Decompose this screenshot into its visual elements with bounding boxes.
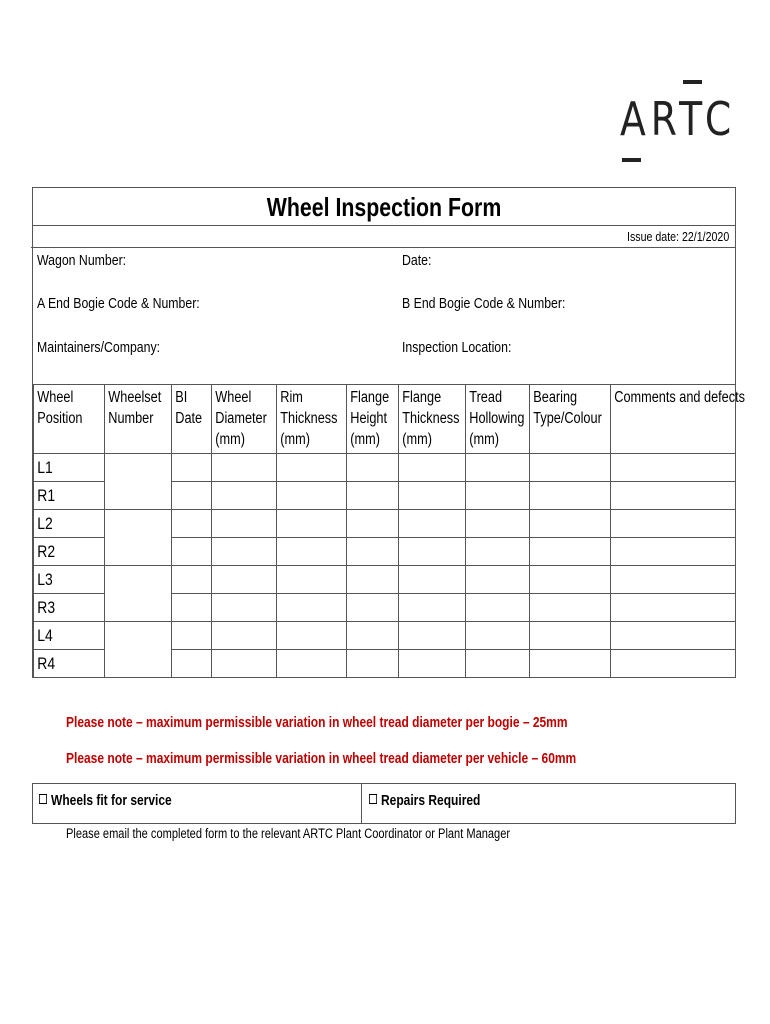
- header-line: (mm): [402, 431, 432, 448]
- table-cell[interactable]: [399, 622, 466, 650]
- wheel-position-cell: [34, 454, 105, 482]
- artc-logo: [620, 80, 735, 164]
- header-line: Wheelset: [108, 389, 162, 406]
- wheel-position-label: R2: [37, 542, 56, 561]
- table-row: [34, 454, 736, 482]
- table-cell[interactable]: [611, 566, 736, 594]
- table-cell[interactable]: [277, 482, 347, 510]
- divider: [31, 247, 735, 248]
- bogie-variation-note: Please note – maximum permissible variation in wheel tread diameter per bogie – 25mm: [66, 714, 568, 731]
- table-cell[interactable]: [611, 538, 736, 566]
- wheel-position-cell: [34, 594, 105, 622]
- date-field[interactable]: Date:: [402, 252, 432, 269]
- wheel-position-cell: [34, 650, 105, 678]
- table-cell[interactable]: [347, 622, 399, 650]
- table-cell[interactable]: [105, 510, 172, 566]
- table-cell[interactable]: [277, 510, 347, 538]
- table-cell[interactable]: [611, 510, 736, 538]
- header-line: Hollowing: [469, 410, 525, 427]
- wheel-measurement-table: [33, 384, 745, 678]
- vehicle-variation-note: Please note – maximum permissible variation in wheel tread diameter per vehicle – 60mm: [66, 750, 577, 767]
- column-header: [399, 385, 466, 454]
- table-row: [34, 622, 736, 650]
- table-cell[interactable]: [172, 510, 212, 538]
- table-cell[interactable]: [399, 566, 466, 594]
- wheel-position-cell: [34, 538, 105, 566]
- table-cell[interactable]: [466, 454, 530, 482]
- table-cell[interactable]: [466, 510, 530, 538]
- table-cell[interactable]: [530, 510, 611, 538]
- header-line: Wheel: [215, 389, 252, 406]
- repairs-required-checkbox[interactable]: Repairs Required: [369, 792, 508, 809]
- table-cell[interactable]: [466, 482, 530, 510]
- table-cell[interactable]: [172, 594, 212, 622]
- table-cell[interactable]: [466, 566, 530, 594]
- column-header: [172, 385, 212, 454]
- table-cell[interactable]: [212, 454, 277, 482]
- table-cell[interactable]: [212, 538, 277, 566]
- table-cell[interactable]: [399, 594, 466, 622]
- header-line: Flange: [350, 389, 390, 406]
- table-cell[interactable]: [347, 510, 399, 538]
- table-cell[interactable]: [611, 622, 736, 650]
- header-line: Flange: [402, 389, 442, 406]
- column-header: [611, 385, 745, 454]
- header-line: BI: [175, 389, 188, 406]
- table-cell[interactable]: [530, 650, 611, 678]
- table-cell[interactable]: [530, 566, 611, 594]
- table-cell[interactable]: [277, 622, 347, 650]
- outcome-box: [32, 783, 736, 824]
- table-cell[interactable]: [277, 594, 347, 622]
- wheel-position-label: L1: [37, 458, 53, 477]
- header-line: Wheel: [37, 389, 74, 406]
- checkbox-icon[interactable]: [369, 794, 377, 804]
- table-row: [34, 510, 736, 538]
- table-cell[interactable]: [212, 510, 277, 538]
- wheel-position-cell: [34, 482, 105, 510]
- table-cell[interactable]: [172, 622, 212, 650]
- header-line: Rim: [280, 389, 303, 406]
- header-line: Position: [37, 410, 83, 427]
- email-instruction: Please email the completed form to the relevant ARTC Plant Coordinator or Plant Manager: [66, 826, 511, 841]
- table-cell[interactable]: [466, 650, 530, 678]
- table-cell[interactable]: [212, 482, 277, 510]
- table-cell[interactable]: [611, 454, 736, 482]
- table-cell[interactable]: [212, 622, 277, 650]
- header-line: Thickness: [402, 410, 460, 427]
- wheel-position-label: R1: [37, 486, 56, 505]
- table-cell[interactable]: [172, 538, 212, 566]
- table-cell[interactable]: [611, 594, 736, 622]
- table-cell[interactable]: [530, 538, 611, 566]
- logo-bar-top: [683, 80, 702, 84]
- column-header: [105, 385, 172, 454]
- header-line: Diameter: [215, 410, 267, 427]
- header-line: Bearing: [533, 389, 578, 406]
- divider: [33, 225, 735, 226]
- table-cell[interactable]: [347, 538, 399, 566]
- header-line: (mm): [469, 431, 499, 448]
- table-cell[interactable]: [105, 622, 172, 678]
- wheel-position-label: L3: [37, 570, 53, 589]
- checkbox-icon[interactable]: [39, 794, 47, 804]
- divider: [361, 784, 362, 823]
- issue-date: Issue date: 22/1/2020: [626, 230, 729, 244]
- header-line: Thickness: [280, 410, 338, 427]
- table-cell[interactable]: [399, 482, 466, 510]
- a-end-bogie-field[interactable]: A End Bogie Code & Number:: [37, 295, 200, 312]
- table-cell[interactable]: [530, 594, 611, 622]
- table-cell[interactable]: [399, 650, 466, 678]
- table-cell[interactable]: [347, 566, 399, 594]
- logo-bar-bottom: [622, 158, 641, 162]
- table-cell[interactable]: [212, 566, 277, 594]
- table-cell[interactable]: [347, 650, 399, 678]
- table-cell[interactable]: [530, 454, 611, 482]
- table-cell[interactable]: [399, 538, 466, 566]
- header-line: (mm): [350, 431, 380, 448]
- inspection-location-field[interactable]: Inspection Location:: [402, 339, 512, 356]
- table-cell[interactable]: [347, 482, 399, 510]
- table-cell[interactable]: [212, 594, 277, 622]
- wheel-position-cell: [34, 566, 105, 594]
- header-line: Date: [175, 410, 203, 427]
- table-cell[interactable]: [347, 454, 399, 482]
- table-cell[interactable]: [172, 566, 212, 594]
- header-line: (mm): [215, 431, 245, 448]
- table-cell[interactable]: [466, 622, 530, 650]
- form-title: Wheel Inspection Form: [266, 192, 502, 222]
- table-cell[interactable]: [530, 622, 611, 650]
- table-cell[interactable]: [399, 510, 466, 538]
- wheel-position-label: R3: [37, 598, 56, 617]
- table-cell[interactable]: [277, 538, 347, 566]
- table-cell[interactable]: [530, 482, 611, 510]
- column-header: [34, 385, 105, 454]
- column-header: [347, 385, 399, 454]
- table-cell[interactable]: [105, 566, 172, 622]
- column-header: [466, 385, 530, 454]
- table-cell[interactable]: [466, 594, 530, 622]
- table-cell[interactable]: [399, 454, 466, 482]
- table-header-row: [34, 385, 736, 454]
- table-cell[interactable]: [277, 650, 347, 678]
- column-header: [530, 385, 611, 454]
- column-header: [277, 385, 347, 454]
- wheels-fit-checkbox[interactable]: Wheels fit for service: [39, 792, 205, 809]
- table-cell[interactable]: [347, 594, 399, 622]
- wheel-position-label: R4: [37, 654, 56, 673]
- table-cell[interactable]: [466, 538, 530, 566]
- wheel-inspection-form: [32, 187, 745, 678]
- wagon-number-field[interactable]: Wagon Number:: [37, 252, 127, 269]
- table-cell[interactable]: [172, 454, 212, 482]
- table-cell[interactable]: [277, 566, 347, 594]
- table-cell[interactable]: [611, 650, 736, 678]
- table-cell[interactable]: [277, 454, 347, 482]
- wheel-position-cell: [34, 622, 105, 650]
- table-cell[interactable]: [105, 454, 172, 510]
- header-line: Tread: [469, 389, 503, 406]
- logo-text: ARTC: [620, 92, 737, 146]
- column-header: [212, 385, 277, 454]
- table-row: [34, 566, 736, 594]
- b-end-bogie-field[interactable]: B End Bogie Code & Number:: [402, 295, 566, 312]
- header-line: Height: [350, 410, 388, 427]
- wheel-position-cell: [34, 510, 105, 538]
- header-line: Type/Colour: [533, 410, 602, 427]
- header-line: Number: [108, 410, 154, 427]
- wheel-position-label: L2: [37, 514, 53, 533]
- maintainers-field[interactable]: Maintainers/Company:: [37, 339, 161, 356]
- header-line: Comments and defects: [614, 389, 745, 406]
- table-cell[interactable]: [172, 482, 212, 510]
- table-cell[interactable]: [212, 650, 277, 678]
- header-line: (mm): [280, 431, 310, 448]
- wheel-position-label: L4: [37, 626, 53, 645]
- table-cell[interactable]: [172, 650, 212, 678]
- table-cell[interactable]: [611, 482, 736, 510]
